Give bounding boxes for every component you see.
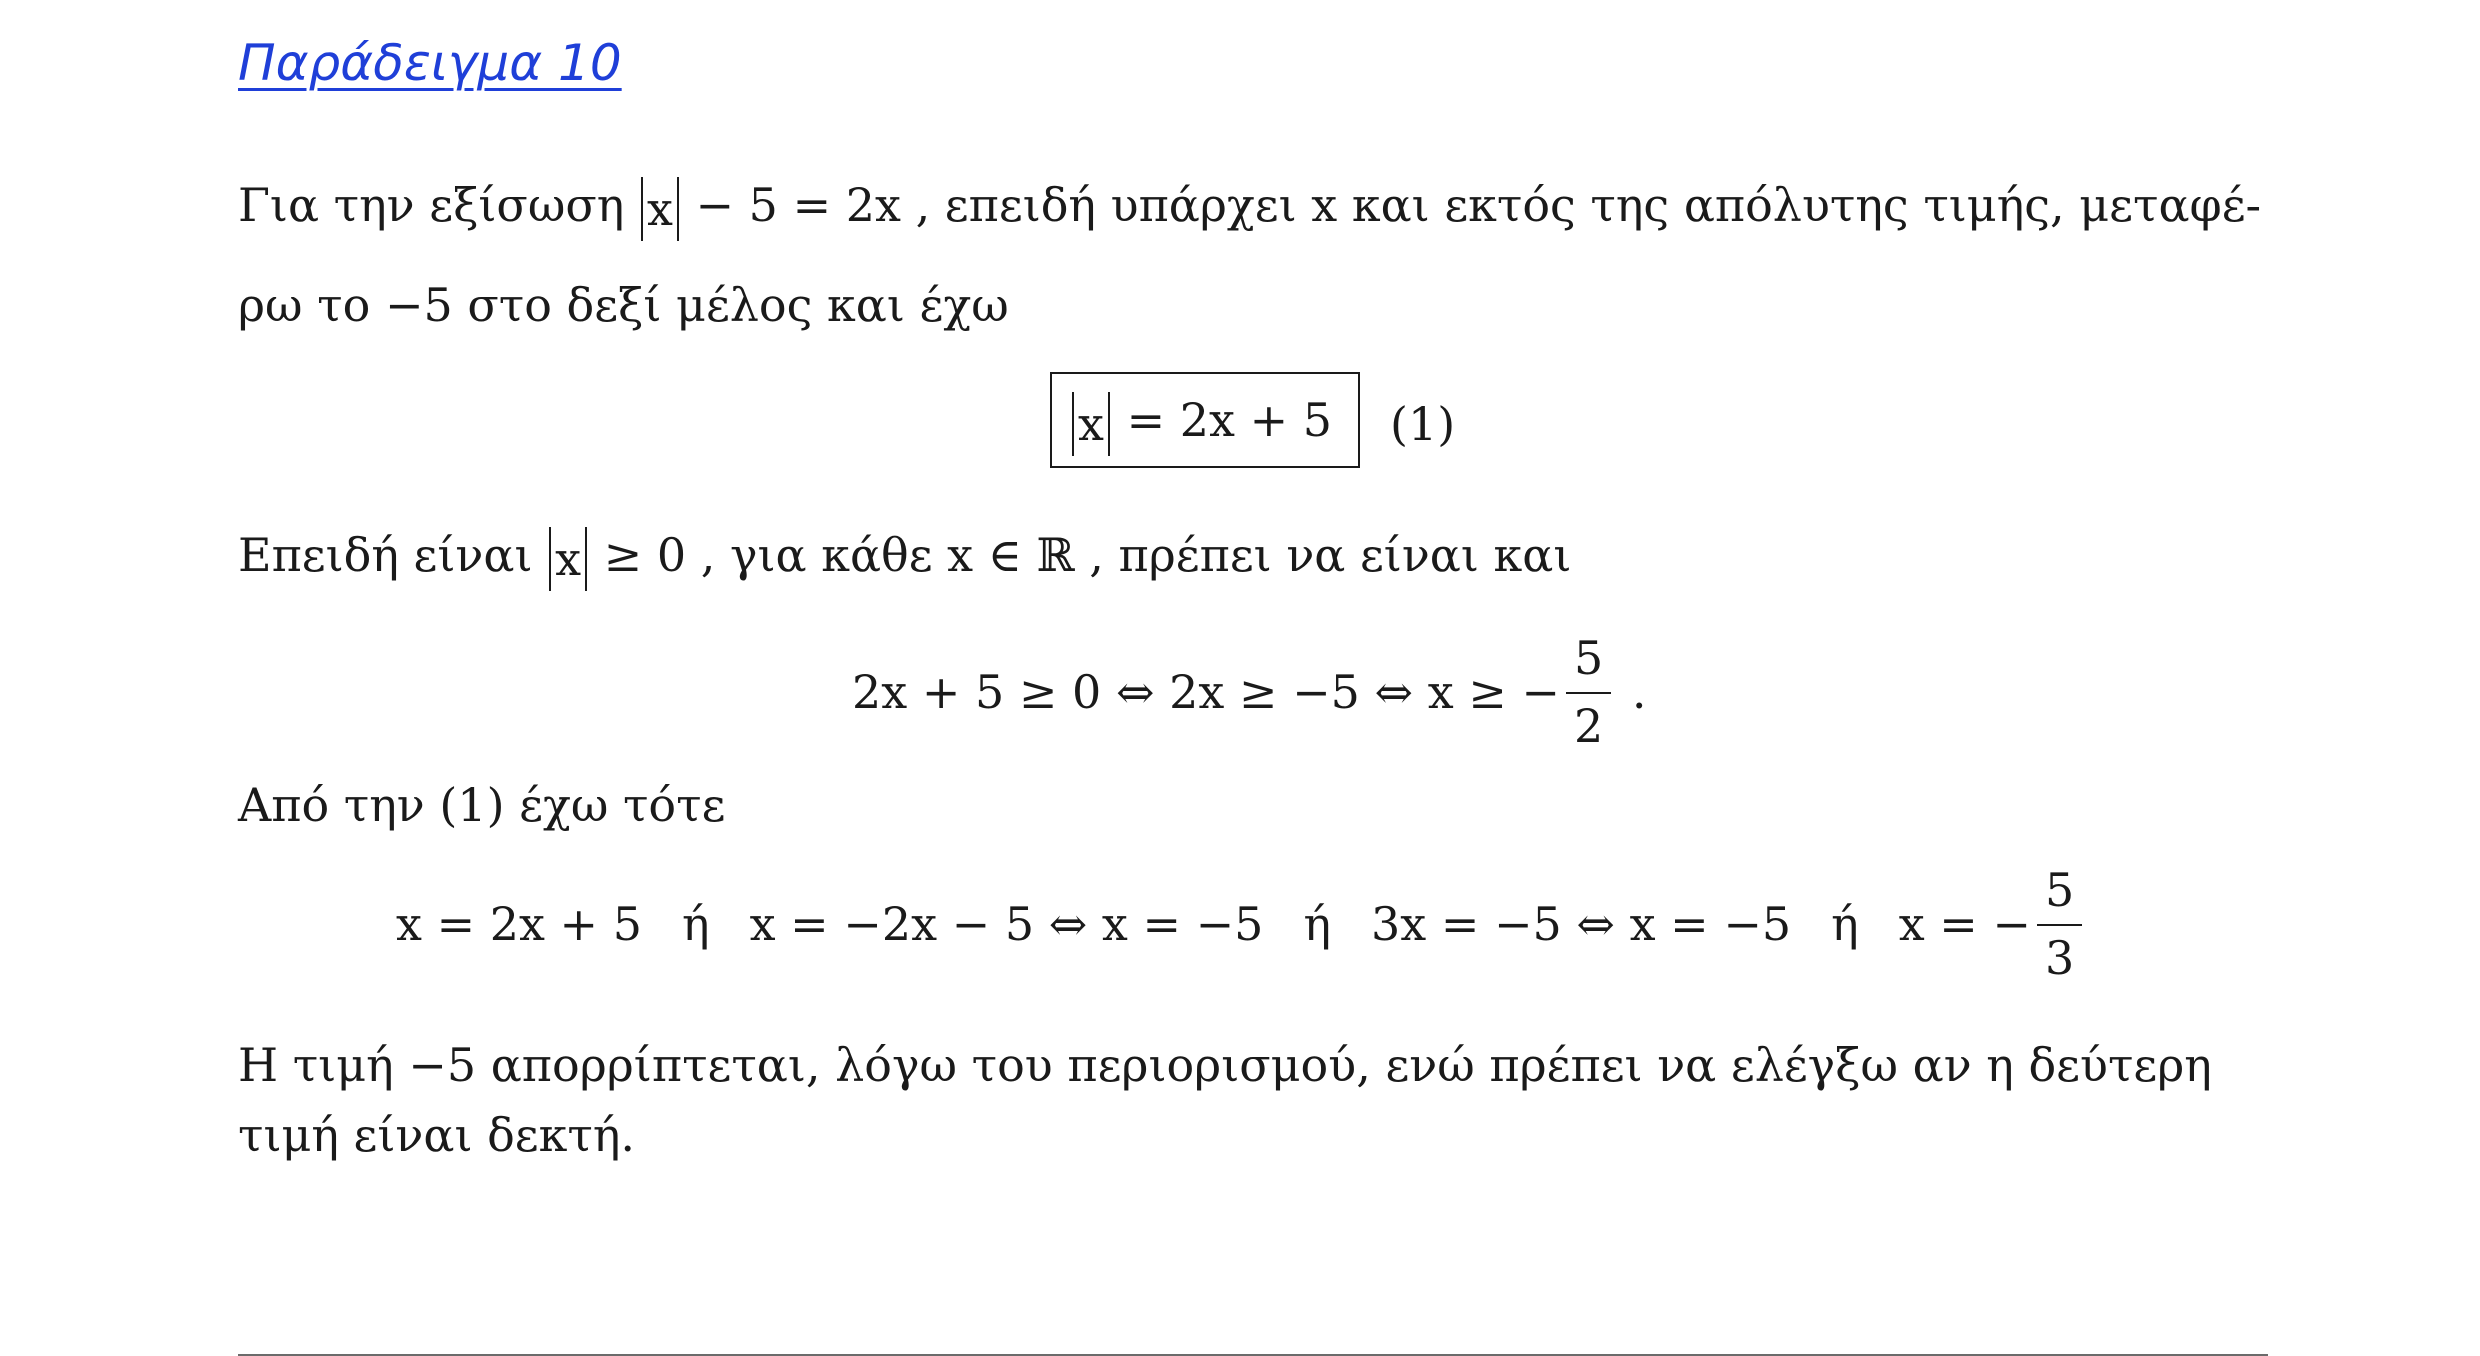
solution-part-4: x = − [1898, 897, 2031, 951]
or-word-1: ή [682, 897, 710, 951]
paragraph-2-text-a: Επειδή είναι [238, 528, 548, 582]
equation-1-rhs: = 2x + 5 [1111, 393, 1333, 447]
paragraph-2-text-b: ≥ 0 , για κάθε x ∈ ℝ , πρέπει να είναι και [589, 528, 1572, 582]
paragraph-1-text-b: − 5 = 2x , επειδή υπάρχει x και εκτός της απόλυτης τιμής, μεταφέ- [680, 178, 2262, 232]
paragraph-1-line-2: ρω το −5 στο δεξί μέλος και έχω [238, 278, 1009, 332]
or-word-2: ή [1303, 897, 1331, 951]
paragraph-2 [238, 525, 1571, 591]
fraction-numerator: 5 [2037, 862, 2082, 926]
fraction-numerator: 5 [1566, 630, 1611, 694]
fraction-5-over-3 [2037, 862, 2082, 986]
absolute-value-x: x [549, 527, 587, 591]
example-title: Παράδειγμα 10 [238, 34, 622, 92]
inequality-text: 2x + 5 ≥ 0 ⇔ 2x ≥ −5 ⇔ x ≥ − [852, 665, 1560, 719]
equation-label: (1) [1390, 397, 1456, 451]
solution-part-3: 3x = −5 ⇔ x = −5 [1371, 897, 1792, 951]
inequality-equation [852, 630, 1647, 754]
paragraph-3: Από την (1) έχω τότε [238, 778, 726, 832]
paragraph-4-line-2: τιμή είναι δεκτή. [238, 1108, 636, 1162]
solution-part-2: x = −2x − 5 ⇔ x = −5 [749, 897, 1264, 951]
fraction-denominator: 2 [1573, 699, 1604, 753]
paragraph-4-line-1: Η τιμή −5 απορρίπτεται, λόγω του περιορισμού, ενώ πρέπει να ελέγξω αν η δεύτερη [238, 1038, 2212, 1092]
paragraph-1-text-a: Για την εξίσωση [238, 178, 639, 232]
paragraph-1-line-1 [238, 175, 2261, 241]
absolute-value-x: x [1072, 392, 1110, 456]
fraction-denominator: 3 [2044, 931, 2075, 985]
solutions-equation [396, 862, 2088, 986]
boxed-equation-1 [1050, 372, 1455, 468]
absolute-value-x: x [641, 177, 679, 241]
solution-part-1: x = 2x + 5 [396, 897, 642, 951]
fraction-5-over-2 [1566, 630, 1611, 754]
inequality-end: . [1617, 665, 1647, 719]
or-word-3: ή [1831, 897, 1859, 951]
equation-box [1050, 372, 1360, 468]
